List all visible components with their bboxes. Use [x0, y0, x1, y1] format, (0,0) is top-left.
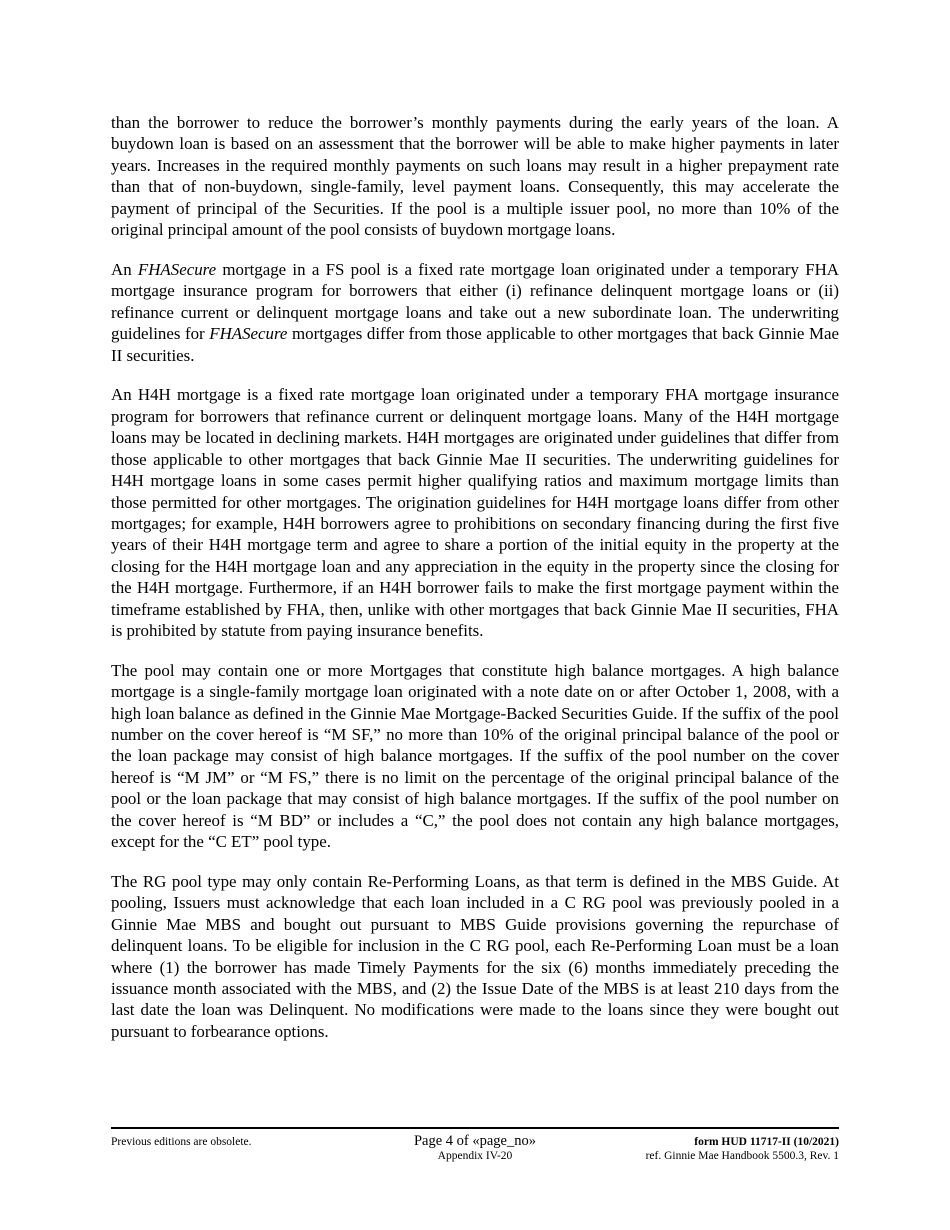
paragraph-rg-pool	[111, 871, 839, 1042]
document-body	[111, 112, 839, 1061]
paragraph-text: The pool may contain one or more Mortgages that constitute high balance mortgages. A high balance mortgage is a single-family mortgage loan originated with a note date on or after October 1, 2008, with a high loan balance as defined in the Ginnie Mae Mortgage-Backed Securities Guide. If the suffix of the pool number on the cover hereof is “M SF,” no more than 10% of the original principal balance of the pool or the loan package may consist of high balance mortgages. If the suffix of the pool number on the cover hereof is “M JM” or “M FS,” there is no limit on the percentage of the original principal balance of the pool or the loan package that may consist of high balance mortgages. If the suffix of the pool number on the cover hereof is “M BD” or includes a “C,” the pool does not contain any high balance mortgages, except for the “C ET” pool type.	[111, 660, 839, 852]
paragraph-buydown	[111, 112, 839, 240]
paragraph-fhasecure	[111, 259, 839, 366]
page-footer	[111, 1127, 839, 1165]
paragraph-h4h	[111, 384, 839, 641]
paragraph-high-balance	[111, 660, 839, 853]
paragraph-text: mortgages differ from those applicable to other mortgages that back Ginnie Mae II securities.	[111, 324, 839, 365]
footer-appendix: Appendix IV-20	[437, 1150, 513, 1162]
paragraph-text: An H4H mortgage is a fixed rate mortgage loan originated under a temporary FHA mortgage insurance program for borrowers that refinance current or delinquent mortgage loans. Many of the H4H mortgage loans may be located in declining markets. H4H mortgages are originated under guidelines that differ from those applicable to other mortgages that back Ginnie Mae II securities. The underwriting guidelines for H4H mortgage loans in some cases permit higher qualifying ratios and maximum mortgage limits than those permitted for other mortgages. The origination guidelines for H4H mortgage loans differ from other mortgages; for example, H4H borrowers agree to prohibitions on secondary financing during the first five years of their H4H mortgage term and agree to share a portion of the initial equity in the property at the closing for the H4H mortgage loan and any appreciation in the equity in the property since the closing for the H4H mortgage. Furthermore, if an H4H borrower fails to make the first mortgage payment within the timeframe established by FHA, then, unlike with other mortgages that back Ginnie Mae II securities, FHA is prohibited by statute from paying insurance benefits.	[111, 385, 839, 640]
paragraph-text: The RG pool type may only contain Re-Performing Loans, as that term is defined in the MBS Guide. At pooling, Issuers must acknowledge that each loan included in a C RG pool was previously pooled in a Ginnie Mae MBS and bought out pursuant to MBS Guide provisions governing the repurchase of delinquent loans. To be eligible for inclusion in the C RG pool, each Re-Performing Loan must be a loan where (1) the borrower has made Timely Payments for the six (6) months immediately preceding the issuance month associated with the MBS, and (2) the Issue Date of the MBS is at least 210 days from the last date the loan was Delinquent. No modifications were made to the loans since they were bought out pursuant to forbearance options.	[111, 872, 839, 1041]
footer-handbook-ref: ref. Ginnie Mae Handbook 5500.3, Rev. 1	[645, 1150, 839, 1162]
footer-page-number: Page 4 of «page_no»	[413, 1133, 536, 1149]
fhasecure-term: FHASecure	[137, 259, 217, 279]
paragraph-text: An	[111, 259, 138, 279]
footer-obsolete-note: Previous editions are obsolete.	[111, 1136, 252, 1148]
paragraph-text: mortgage in a FS pool is a fixed rate mortgage loan originated under a temporary FHA mortgage insurance program for borrowers that either (i) refinance delinquent mortgage loans or (ii) refinance current or delinquent mortgage loans and take out a new subordinate loan. The underwriting guidelines for	[111, 259, 839, 344]
paragraph-text: than the borrower to reduce the borrower’s monthly payments during the early years of the loan. A buydown loan is based on an assessment that the borrower will be able to make higher payments in later years. Increases in the required monthly payments on such loans may result in a higher prepayment rate than that of non-buydown, single-family, level payment loans. Consequently, this may accelerate the payment of principal of the Securities. If the pool is a multiple issuer pool, no more than 10% of the original principal amount of the pool consists of buydown mortgage loans.	[111, 113, 839, 240]
footer-form-id: form HUD 11717-II (10/2021)	[694, 1136, 839, 1148]
fhasecure-term: FHASecure	[209, 324, 288, 344]
